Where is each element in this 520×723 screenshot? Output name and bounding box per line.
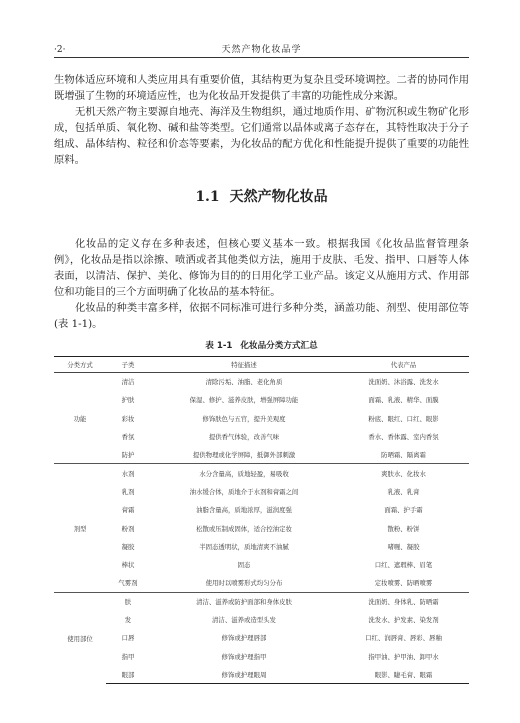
subclass-cell: 口唇 <box>121 634 135 643</box>
header-cell: 子类 <box>106 357 150 373</box>
table-row <box>54 446 469 464</box>
product-cell: 口红、遮瑕棒、眉笔 <box>374 561 433 570</box>
table-row <box>54 391 469 409</box>
product-cell: 香水、香体露、室内香氛 <box>368 433 439 442</box>
classification-table <box>54 356 469 684</box>
product-cell: 面霜、乳液、精华、面膜 <box>368 396 439 405</box>
product-cell: 粉底、眼红、口红、眼影 <box>368 414 439 423</box>
description-cell: 清除污垢、油脂、老化角质 <box>205 378 283 387</box>
table-row <box>54 409 469 427</box>
subclass-cell: 眼部 <box>106 665 150 683</box>
subclass-cell: 气雾剂 <box>118 579 138 588</box>
table-row <box>54 574 469 592</box>
description-cell: 修饰或护理唇部 <box>221 634 267 643</box>
product-cell: 眼影、睫毛膏、眼霜 <box>338 665 469 683</box>
description-cell: 水分含量高，质地轻盈，易吸收 <box>150 464 338 482</box>
table-row <box>54 501 469 519</box>
table-row <box>54 592 469 610</box>
table-row <box>54 464 469 482</box>
subclass-cell: 乳剂 <box>121 487 135 496</box>
paragraph-3: 化妆品的定义存在多种表述，但核心要义基本一致。根据我国《化妆品监督管理条例》，化妆品是指以涂擦、喷洒或者其他类似方法，施用于皮肤、毛发、指甲、口唇等人体表面，以清洁、保护、美化、修饰为目的的日用化学工业产品。该定义从施用方式、作用部位和功能目的三个方面明确了化妆品的基本特征。 <box>54 238 469 298</box>
table-row <box>54 610 469 628</box>
product-cell: 洗发水、护发素、染发剂 <box>368 616 439 624</box>
product-cell: 洗面奶、沐浴露、洗发水 <box>368 378 439 387</box>
product-cell: 洗面奶、身体乳、防晒霜 <box>338 592 469 610</box>
description-cell: 油水缓合体，质地介于水剂和膏霜之间 <box>189 487 299 496</box>
header-cell: 代表产品 <box>338 357 469 373</box>
group-label: 剂型 <box>54 464 106 592</box>
description-cell: 半固态透明状，质地清爽不油腻 <box>199 542 289 551</box>
product-cell: 爽肤水、化妆水 <box>338 464 469 482</box>
section-title: 天然产物化妆品 <box>229 189 328 205</box>
subclass-cell: 护肤 <box>121 396 135 405</box>
subclass-cell: 肤 <box>106 592 150 610</box>
table-row <box>54 519 469 537</box>
product-cell: 乳液、乳膏 <box>387 487 420 496</box>
table-row <box>54 555 469 573</box>
paragraph-4: 化妆品的种类丰富多样，依据不同标准可进行多种分类，涵盖功能、剂型、使用部位等(表 1-1)。 <box>54 302 469 330</box>
table-row <box>54 537 469 555</box>
description-cell: 保湿、修护、滋养皮肤，增强屏障功能 <box>189 396 299 405</box>
product-cell: 防晒霜、隔离霜 <box>381 451 426 460</box>
description-cell: 清洁、滋养或造型头发 <box>212 616 276 624</box>
description-cell: 使用时以喷雾形式均匀分布 <box>205 579 283 588</box>
description-cell: 固态 <box>237 561 251 570</box>
table-caption <box>54 340 469 352</box>
running-title: 天然产物化妆品学 <box>221 45 302 55</box>
description-cell: 修饰肤色与五官，提升美观度 <box>202 414 286 423</box>
product-cell: 口红、润唇膏、唇彩、唇釉 <box>365 634 442 643</box>
product-cell: 啫喱、凝胶 <box>387 542 420 551</box>
product-cell: 定妆喷雾、防晒喷雾 <box>374 579 433 588</box>
table-number: 表 1-1 <box>205 341 233 351</box>
product-cell: 指甲油、护甲油、卸甲水 <box>368 652 439 661</box>
group-label: 使用部位 <box>54 592 106 683</box>
description-cell: 油脂含量高，质地浓厚，滋润度强 <box>196 506 292 515</box>
table-caption-text: 化妆品分类方式汇总 <box>240 341 318 351</box>
header-cell: 特征描述 <box>150 357 338 373</box>
group-label: 功能 <box>73 414 87 423</box>
subclass-cell: 膏霜 <box>121 506 135 515</box>
subclass-cell: 香氛 <box>121 433 135 442</box>
page-number: ·2· <box>54 45 66 55</box>
subclass-cell: 发 <box>124 616 132 624</box>
description-cell: 提供物理或化学屏障，抵御外部刺激 <box>192 451 296 460</box>
table-row <box>54 373 469 391</box>
table-row <box>54 427 469 445</box>
table-row <box>54 647 469 665</box>
description-cell: 修饰或护理指甲 <box>221 652 267 661</box>
subclass-cell: 粉剂 <box>121 524 135 533</box>
table-row <box>54 482 469 500</box>
subclass-cell: 防护 <box>121 451 135 460</box>
paragraph-2: 无机天然产物主要源自地壳、海洋及生物组织，通过地质作用、矿物沉积或生物矿化形成，包括单质、氧化物、碱和盐等类型。它们通常以晶体或离子态存在，其特性取决于分子组成、晶体结构、粒径和价态等要素，为化妆品的配方优化和性能提升提供了重要的功能性原料。 <box>54 106 469 166</box>
subclass-cell: 指甲 <box>121 652 135 661</box>
table-header-row <box>54 357 469 373</box>
description-cell: 清洁、滋养或防护面部和身体皮肤 <box>150 592 338 610</box>
paragraph-1: 生物体适应环境和人类应用具有重要价值，其结构更为复杂且受环境调控。二者的协同作用既增强了生物的环境适应性，也为化妆品开发提供了丰富的功能性成分来源。 <box>54 74 469 102</box>
table-row <box>54 665 469 683</box>
table-row <box>54 629 469 647</box>
section-heading <box>54 188 469 206</box>
description-cell: 修饰或护理眼周 <box>150 665 338 683</box>
running-header <box>54 44 469 58</box>
product-cell: 散粉、粉饼 <box>387 524 420 533</box>
header-cell: 分类方式 <box>54 357 106 373</box>
product-cell: 面霜、护手霜 <box>384 506 423 515</box>
description-cell: 松散或压制成固体，适合控油定妆 <box>196 524 292 533</box>
subclass-cell: 清洁 <box>121 378 135 387</box>
subclass-cell: 棒状 <box>121 561 135 570</box>
subclass-cell: 水剂 <box>106 464 150 482</box>
section-number: 1.1 <box>195 189 220 205</box>
subclass-cell: 彩妆 <box>121 414 135 423</box>
description-cell: 提供香气体验，改善气味 <box>208 433 280 442</box>
subclass-cell: 凝胶 <box>121 542 135 551</box>
